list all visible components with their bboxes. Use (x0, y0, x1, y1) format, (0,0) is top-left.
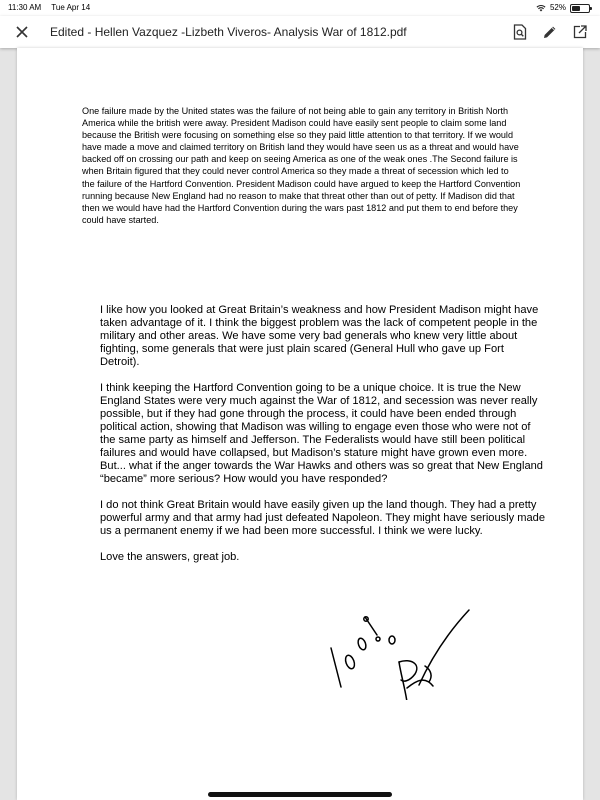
feedback-paragraph: I like how you looked at Great Britain’s weakness and how President Madison might have taken advantage of it. I think the biggest problem was the lack of competent people in the military and other areas. We have some very bad generals who knew very little about fighting, some generals that were just plain scared (General Hull who gave up Fort Detroit). (100, 304, 539, 368)
app-toolbar (0, 16, 600, 48)
home-indicator[interactable] (208, 792, 392, 797)
document-title: Edited - Hellen Vazquez -Lizbeth Viveros- Analysis War of 1812.pdf (50, 25, 407, 39)
feedback-paragraph: I think keeping the Hartford Convention going to be a unique choice. It is true the New England States were very much against the War of 1812, and secession was never really possible, but if they had gone through the process, it could have been ended through political action, showing that Madison was willing to engage even those who were not of the same party as himself and Jefferson. The Federalists would have still been political failures and would have collapsed, but Madison’s stature might have grown even more. But... what if the anger towards the War Hawks and others was so great that New England “became” more serious? How would you have responded? (100, 382, 543, 485)
close-icon (16, 26, 28, 38)
battery-icon (570, 4, 590, 13)
pencil-icon (543, 25, 557, 39)
feedback-paragraph: I do not think Great Britain would have easily given up the land though. They had a pretty powerful army and that army had just defeated Napoleon. They might have seriously made us a permanent enemy if we had been more successful. I think we were lucky. (100, 499, 546, 537)
status-bar (0, 0, 600, 16)
open-external-button[interactable] (570, 22, 590, 42)
close-button[interactable] (12, 22, 32, 42)
teacher-feedback (100, 304, 546, 577)
battery-percent: 52% (549, 3, 566, 12)
edit-button[interactable] (540, 22, 560, 42)
toolbar-actions (510, 22, 590, 42)
battery-fill (572, 6, 580, 11)
student-answer-paragraph: One failure made by the United states was the failure of not being able to gain any territory in British North America while the british were away. President Madison could have easily sent people to claim some land because the British were focusing on something else so they paid little attention to that territory. If we would have made a move and claimed territory on British land they would have seen us as a threat and would have backed off on crossing our path and keep on seeing America as one of the weak ones .The Second failure is when Britain figured that they could never control America so they made a threat of secession which led to the failure of the Hartford Convention. President Madison could have argued to keep the Hartford Convention running because New England had no reason to make that threat other than out of petty. If Madison did that then we would have had the Hartford Convention during the wars past 1812 and put them to end before they could have started. (82, 106, 521, 225)
wifi-icon (536, 4, 546, 12)
search-document-icon (513, 24, 527, 40)
open-external-icon (573, 25, 587, 39)
status-date: Tue Apr 14 (51, 3, 91, 12)
pdf-page (17, 48, 583, 800)
feedback-paragraph: Love the answers, great job. (100, 551, 240, 563)
handwritten-grade-signature (307, 570, 487, 700)
search-document-button[interactable] (510, 22, 530, 42)
status-time: 11:30 AM (8, 3, 42, 12)
